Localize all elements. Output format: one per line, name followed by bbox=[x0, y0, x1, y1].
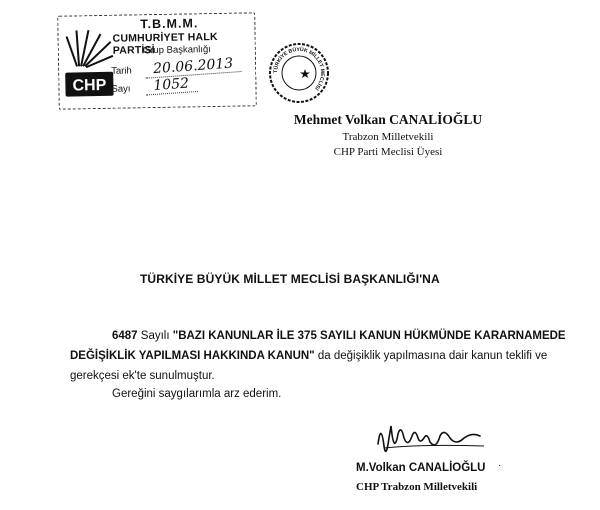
stamp-number-label: Sayı bbox=[111, 83, 131, 95]
sayili-text: Sayılı bbox=[137, 330, 173, 342]
law-title: "BAZI KANUNLAR İLE 375 SAYILI KANUN HÜKMÜNDE KARARNAMEDE DEĞİŞİKLİK YAPILMASI HAKKINDA KANUN" bbox=[70, 330, 566, 362]
stamp-tbmm: T.B.M.M. bbox=[140, 16, 199, 32]
stamp-number-row bbox=[111, 76, 197, 94]
sender-first-name: Mehmet Volkan bbox=[293, 112, 386, 127]
tbmm-seal-icon bbox=[268, 42, 330, 104]
letter-body bbox=[70, 326, 570, 386]
sender-last-name: CANALİOĞLU bbox=[389, 112, 483, 127]
stamp-group: Grup Başkanlığı bbox=[142, 44, 212, 57]
stamp-date-row bbox=[111, 55, 241, 78]
svg-text:TÜRKİYE BÜYÜK MİLLET MECLİSİ bbox=[272, 46, 325, 92]
addressee: TÜRKİYE BÜYÜK MİLLET MECLİSİ BAŞKANLIĞI'NA bbox=[140, 272, 440, 286]
sender-name bbox=[88, 112, 600, 128]
signature-title: CHP Trabzon Milletvekili bbox=[356, 481, 478, 493]
stamp-party: CUMHURİYET HALK PARTİSİ bbox=[112, 30, 218, 57]
sender-role: Trabzon Milletvekili bbox=[342, 131, 434, 143]
law-number: 6487 bbox=[112, 330, 138, 342]
stray-mark: · bbox=[498, 460, 502, 471]
stamp-date-label: Tarih bbox=[111, 65, 132, 77]
stamp-date-value: 20.06.2013 bbox=[145, 55, 242, 79]
signature-name bbox=[356, 462, 486, 474]
chp-stamp bbox=[57, 12, 257, 109]
signature-name-prefix: M.Volkan bbox=[356, 462, 409, 474]
body-rest: da değişiklik yapılmasına dair kanun teklifi ve gerekçesi ek'te sunulmuştur. bbox=[70, 350, 548, 382]
sender-membership: CHP Parti Meclisi Üyesi bbox=[333, 146, 443, 158]
signature-name-last: CANALİOĞLU bbox=[408, 462, 486, 474]
chp-logo-icon bbox=[62, 22, 115, 103]
chp-logo-text: CHP bbox=[72, 76, 107, 95]
handwritten-signature bbox=[374, 418, 504, 462]
seal-ring-text: TÜRKİYE BÜYÜK MİLLET MECLİSİ bbox=[272, 46, 326, 91]
closing-line: Gereğini saygılarımla arz ederim. bbox=[112, 388, 282, 400]
stamp-number-value: 1052 bbox=[145, 75, 198, 96]
